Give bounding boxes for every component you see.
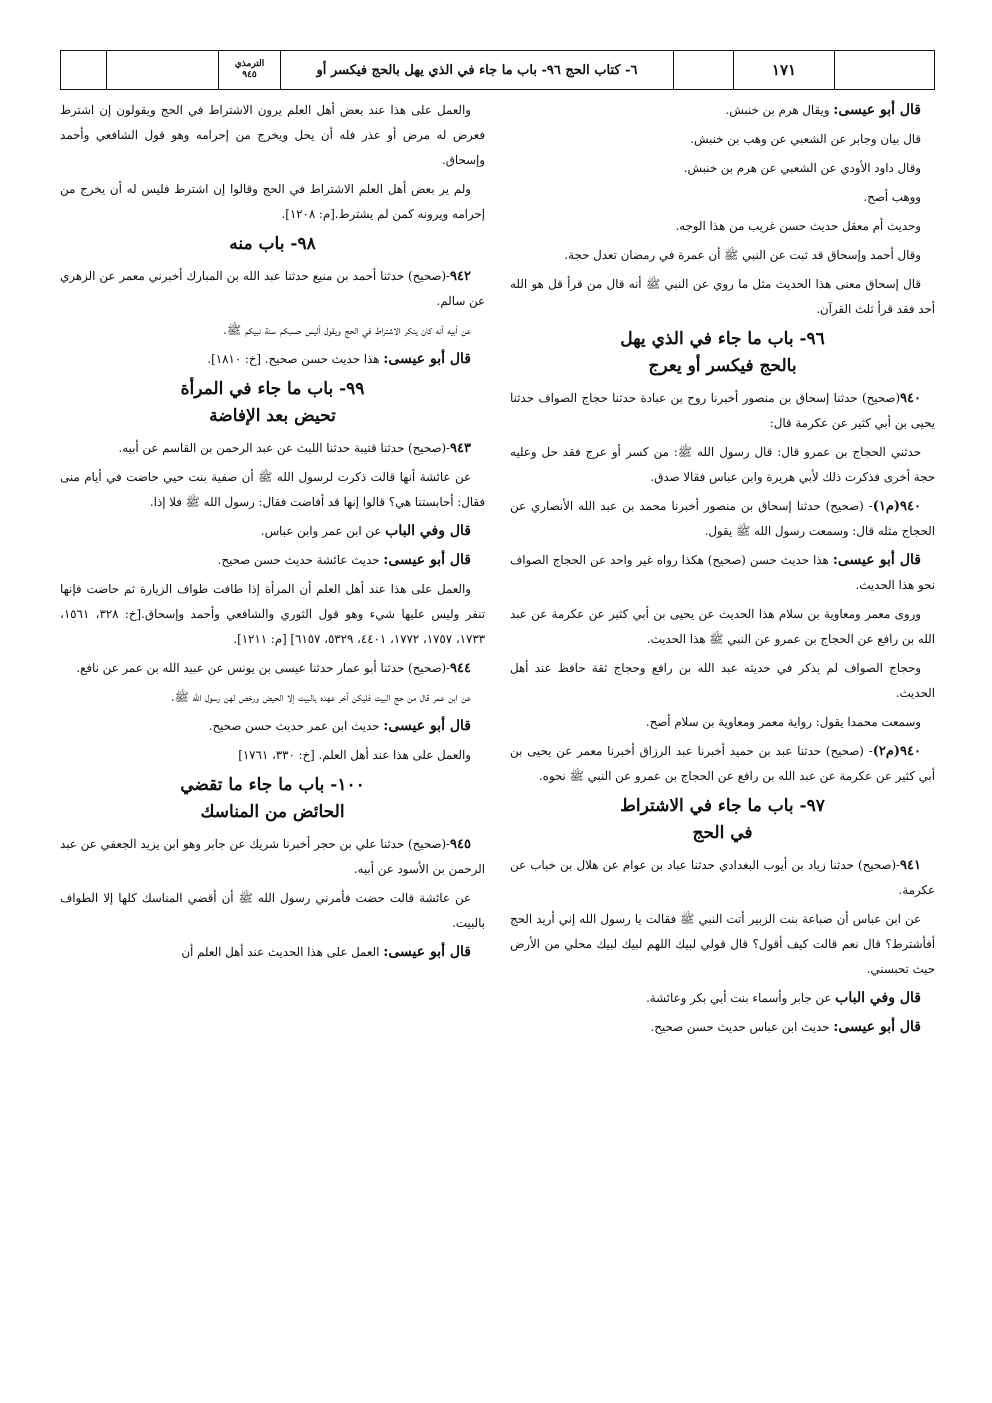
paragraph-text: حدثني الحجاج بن عمرو قال: قال رسول الله ﷺ: من كسر أو عرج فقد حل وعليه حجة أخرى فذكرت ذلك لأبي هريرة وابن عباس فقالا صدق. [510,445,935,484]
paragraph-text: وقال أحمد وإسحاق قد ثبت عن النبي ﷺ أن عمرة في رمضان تعدل حجة. [564,248,921,262]
paragraph-text: العمل على هذا الحديث عند أهل العلم أن [181,945,384,959]
text-paragraph [60,98,485,173]
text-paragraph [60,743,485,768]
paragraph-lead: قال أبو عيسى: [832,552,921,568]
text-paragraph [60,577,485,652]
text-paragraph [510,243,935,268]
text-paragraph [60,519,485,544]
book-title: ٦- كتاب الحج ٩٦- باب ما جاء في الذي يهل بالحج فيكسر أو [280,51,673,89]
text-paragraph [510,602,935,652]
heading-line: الحائض من المناسك [200,802,345,822]
chapter-heading [60,772,485,826]
hadith-paragraph [60,832,485,882]
text-paragraph [60,347,485,372]
paragraph-text: حديث ابن عباس حديث حسن صحيح. [650,1020,834,1034]
hadith-paragraph [60,264,485,314]
text-paragraph [510,656,935,706]
text-paragraph [60,318,485,343]
paragraph-text: وحديث أم معقل حديث حسن غريب من هذا الوجه. [675,219,921,233]
heading-line: بالحج فيكسر أو يعرج [648,356,797,376]
paragraph-lead: قال أبو عيسى: [383,552,471,568]
paragraph-text: - (صحيح) حدثنا إسحاق بن منصور أخبرنا محمد بن عبد الله الأنصاري عن الحجاج مثله قال: وسمعت رسول الله ﷺ يقول. [510,499,935,538]
text-paragraph [60,177,485,227]
text-paragraph [510,440,935,490]
paragraph-text: حديث عائشة حديث حسن صحيح. [217,553,384,567]
hadith-paragraph [510,386,935,436]
chapter-heading [60,231,485,258]
text-paragraph [510,127,935,152]
paragraph-lead: قال أبو عيسى: [833,102,921,118]
paragraph-text: عن جابر وأسماء بنت أبي بكر وعائشة. [646,991,836,1005]
text-paragraph [510,907,935,982]
paragraph-lead: قال أبو عيسى: [833,1019,921,1035]
source-name: الترمذي [234,59,265,69]
paragraph-text: حديث ابن عمر حديث حسن صحيح. [208,719,384,733]
text-paragraph [510,98,935,123]
paragraph-text: وحجاج الصواف لم يذكر في حديثه عبد الله بن رافع وحجاج ثقة حافظ عند أهل الحديث. [510,661,935,700]
text-paragraph [510,548,935,598]
right-column [510,98,935,1383]
heading-line: ٩٩- باب ما جاء في المرأة [180,379,365,399]
paragraph-lead: قال أبو عيسى: [383,351,471,367]
text-paragraph [60,714,485,739]
text-paragraph [510,156,935,181]
paragraph-text: -(صحيح) حدثنا أحمد بن منيع حدثنا عبد الله بن المبارك أخبرني معمر عن الزهري عن سالم. [60,269,485,308]
heading-line: في الحج [692,823,753,843]
heading-line: ١٠٠- باب ما جاء ما تقضي [180,775,365,795]
text-paragraph [510,185,935,210]
header-source [218,51,280,89]
paragraph-lead: قال وفي الباب [385,523,471,539]
text-paragraph [60,465,485,515]
hadith-paragraph [510,853,935,903]
text-paragraph [60,548,485,573]
paragraph-lead: قال أبو عيسى: [383,718,471,734]
paragraph-text: ووهب أصح. [863,190,921,204]
chapter-heading [510,793,935,847]
hadith-number: ٩٤٠(م١) [872,499,921,514]
hadith-paragraph [60,656,485,681]
heading-line: ٩٧- باب ما جاء في الاشتراط [620,796,825,816]
paragraph-text: هذا حديث حسن صحيح. [خ: ١٨١٠]. [207,352,384,366]
header-blank [673,51,733,89]
header-blank-left [61,51,106,89]
paragraph-text: وروى معمر ومعاوية بن سلام هذا الحديث عن يحيى بن أبي كثير عن عكرمة عن عبد الله بن رافع عن الحجاج بن عمرو عن النبي ﷺ هذا الحديث. [510,607,935,646]
text-paragraph [510,272,935,322]
paragraph-text: عن عائشة قالت حضت فأمرني رسول الله ﷺ أن أقضي المناسك كلها إلا الطواف بالبيت. [60,891,485,930]
paragraph-text: والعمل على هذا عند أهل العلم أن المرأة إذا طافت طواف الزيارة ثم حاضت فإنها تنفر وليس عليها شيء وهو قول الثوري والشافعي وأحمد وإسحاق.[خ: ٣٢٨، ١٥٦١، ١٧٣٣، ١٧٥٧، ١٧٧٢، ٤٤٠١، ٥٣٢٩، ٦١٥٧] [م: ١٢١١]. [60,582,485,646]
paragraph-text: وسمعت محمدا يقول: رواية معمر ومعاوية بن سلام أصح. [645,715,921,729]
paragraph-text: والعمل على هذا عند بعض أهل العلم يرون الاشتراط في الحج ويقولون إن اشترط فعرض له مرض أو عذر فله أن يحل ويخرج من إحرامه وهو قول الشافعي وأحمد وإسحاق. [60,103,485,167]
paragraph-text: عن ابن عمر وابن عباس. [260,524,386,538]
paragraph-text: - (صحيح) حدثنا عبد بن حميد أخبرنا عبد الرزاق أخبرنا معمر عن يحيى بن أبي كثير عن عكرمة عن عبد الله بن رافع عن الحجاج بن عمرو عن النبي ﷺ نحوه. [510,744,935,783]
left-column [60,98,485,1383]
text-paragraph [60,685,485,710]
hadith-number: ٩٤٥ [450,837,471,852]
paragraph-text: قال بيان وجابر عن الشعبي عن وهب بن خنبش. [690,132,921,146]
paragraph-text: (صحيح) حدثنا إسحاق بن منصور أخبرنا روح بن عبادة حدثنا حجاج الصواف حدثنا يحيى بن أبي كثير عن عكرمة قال: [510,391,935,430]
hadith-paragraph [60,436,485,461]
paragraph-text: ولم ير بعض أهل العلم الاشتراط في الحج وقالوا إن اشترط فليس له أن يخرج من إحرامه ويرونه كمن لم يشترط.[م: ١٢٠٨]. [60,182,485,221]
paragraph-text: -(صحيح) حدثنا قتيبة حدثنا الليث عن عبد الرحمن بن القاسم عن أبيه. [118,441,451,455]
heading-line: ٩٦- باب ما جاء في الذي يهل [620,329,825,349]
hadith-number: ٩٤٣ [450,441,471,456]
paragraph-text: ويقال هرم بن خنبش. [725,103,834,117]
paragraph-text: عن أبيه أنه كان ينكر الاشتراط في الحج ويقول أليس حسبكم سنة نبيكم ﷺ. [223,323,471,337]
chapter-heading [60,376,485,430]
paragraph-lead: قال أبو عيسى: [383,944,471,960]
body-columns [60,98,935,1383]
paragraph-text: والعمل على هذا عند أهل العلم. [خ: ٣٣٠، ١٧٦١] [238,748,471,762]
running-header [60,50,935,90]
hadith-number: ٩٤٢ [450,269,471,284]
hadith-number: ٩٤٤ [450,661,471,676]
hadith-paragraph [510,494,935,544]
text-paragraph [60,940,485,965]
text-paragraph [510,214,935,239]
text-paragraph [510,1015,935,1040]
text-paragraph [510,986,935,1011]
column-gutter [485,98,510,1383]
paragraph-text: -(صحيح) حدثنا علي بن حجر أخبرنا شريك عن جابر وهو ابن يزيد الجعفي عن عبد الرحمن بن الأسود عن أبيه. [60,837,485,876]
hadith-number: ٩٤٠(م٢) [872,744,921,759]
paragraph-text: -(صحيح) حدثنا زياد بن أيوب البغدادي حدثنا عباد بن عوام عن هلال بن خباب عن عكرمة. [510,858,935,897]
paragraph-text: عن ابن عمر قال من حج البيت فليكن آخر عهده بالبيت إلا الحيض ورخص لهن رسول الله ﷺ. [170,690,471,704]
page-number: ١٧١ [733,51,834,89]
heading-line: تحيض بعد الإفاضة [209,406,336,426]
hadith-number: ٩٤١ [900,858,921,873]
source-number: ٩٤٥ [242,70,257,80]
paragraph-text: هذا حديث حسن (صحيح) هكذا رواه غير واحد عن الحجاج الصواف نحو هذا الحديث. [510,553,935,592]
paragraph-text: عن ابن عباس أن ضباعة بنت الزبير أتت النبي ﷺ فقالت يا رسول الله إني أريد الحج أفأشترط؟ قال نعم قالت كيف أقول؟ قال قولي لبيك اللهم لبيك لبيك محلي من الأرض حيث تحبسني. [510,912,935,976]
text-paragraph [510,710,935,735]
header-blank [106,51,218,89]
text-paragraph [60,886,485,936]
page [60,50,935,1385]
paragraph-text: -(صحيح) حدثنا أبو عمار حدثنا عيسى بن يونس عن عبيد الله بن عمر عن نافع. [76,661,451,675]
hadith-number: ٩٤٠ [900,391,921,406]
hadith-paragraph [510,739,935,789]
paragraph-text: قال إسحاق معنى هذا الحديث مثل ما روي عن النبي ﷺ أنه قال من قرأ قل هو الله أحد فقد قرأ ثلث القرآن. [510,277,935,316]
paragraph-text: وقال داود الأودي عن الشعبي عن هرم بن خنبش. [683,161,921,175]
header-blank-right [834,51,934,89]
heading-line: ٩٨- باب منه [229,234,316,254]
chapter-heading [510,326,935,380]
paragraph-text: عن عائشة أنها قالت ذكرت لرسول الله ﷺ أن صفية بنت حيي حاضت في أيام منى فقال: أحابستنا هي؟ قالوا إنها قد أفاضت فقال: رسول الله ﷺ فلا إذا. [60,470,485,509]
paragraph-lead: قال وفي الباب [835,990,921,1006]
